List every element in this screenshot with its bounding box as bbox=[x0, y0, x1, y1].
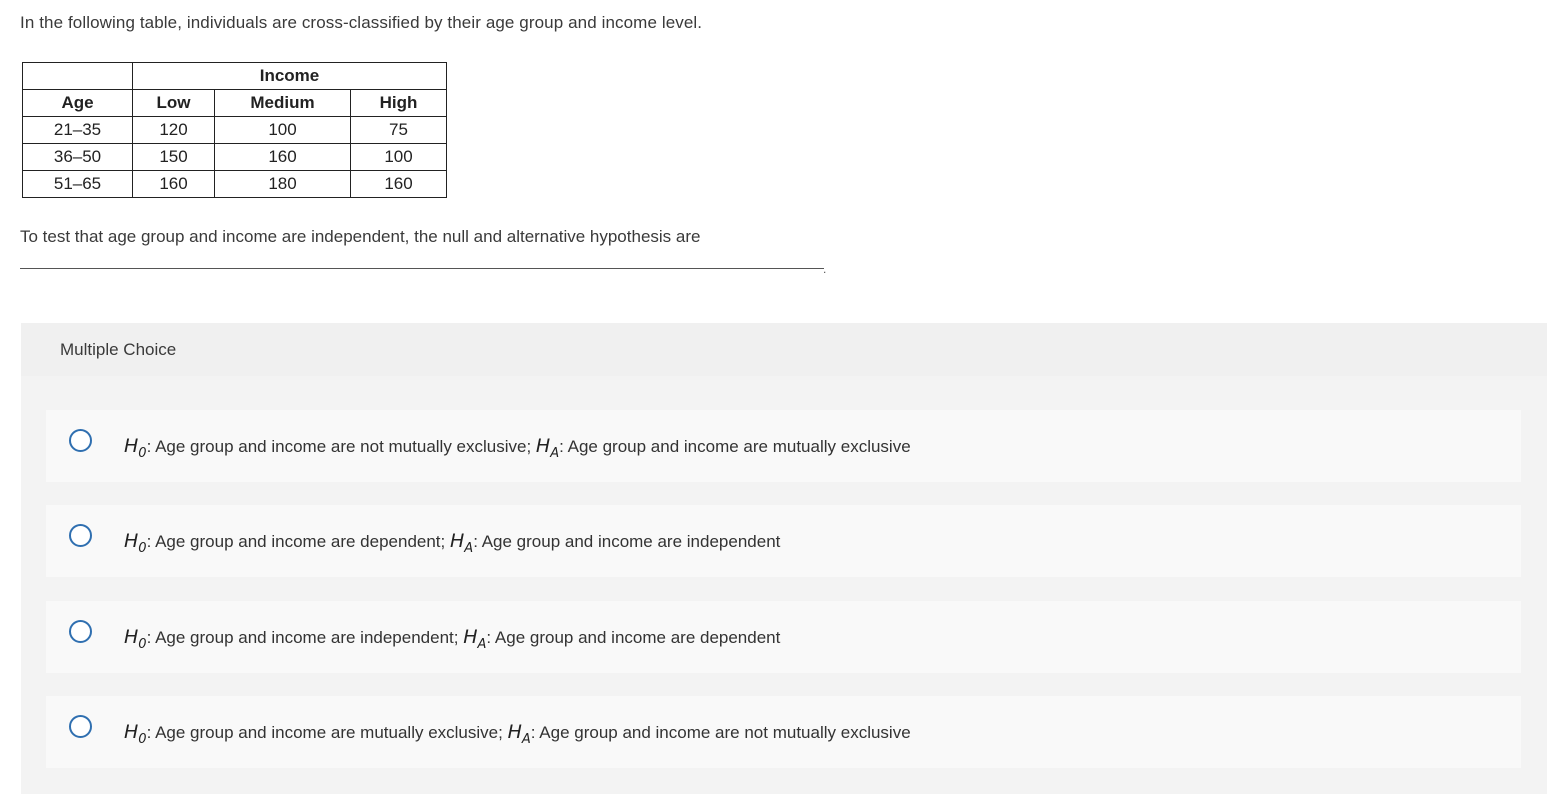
table-header-row bbox=[23, 90, 447, 117]
choice-option-text bbox=[124, 721, 911, 747]
ha-statement: : Age group and income are not mutually exclusive bbox=[530, 723, 911, 742]
ha-subscript: A bbox=[477, 637, 487, 652]
table-cell: 36–50 bbox=[23, 144, 133, 171]
choice-option-1[interactable] bbox=[46, 410, 1521, 482]
h0-subscript: 0 bbox=[138, 732, 147, 747]
multiple-choice-panel bbox=[21, 323, 1547, 794]
intro-text: In the following table, individuals are cross-classified by their age group and income level. bbox=[20, 13, 703, 32]
ha-statement: : Age group and income are dependent bbox=[486, 628, 781, 647]
h0-symbol: H bbox=[124, 435, 139, 457]
table-cell: 75 bbox=[351, 117, 447, 144]
h0-symbol: H bbox=[124, 530, 139, 552]
table-row bbox=[23, 117, 447, 144]
table-row bbox=[23, 171, 447, 198]
table-cell: 180 bbox=[215, 171, 351, 198]
choice-option-text bbox=[124, 435, 911, 461]
radio-button-icon[interactable] bbox=[69, 620, 92, 643]
ha-statement: : Age group and income are mutually exclusive bbox=[559, 437, 911, 456]
income-group-header: Income bbox=[133, 63, 447, 90]
table-corner-cell bbox=[23, 63, 133, 90]
table-cell: 51–65 bbox=[23, 171, 133, 198]
choice-option-4[interactable] bbox=[46, 696, 1521, 768]
table-cell: 120 bbox=[133, 117, 215, 144]
choice-option-3[interactable] bbox=[46, 601, 1521, 673]
multiple-choice-header bbox=[21, 323, 1547, 376]
table-cell: 160 bbox=[215, 144, 351, 171]
ha-subscript: A bbox=[464, 541, 474, 556]
radio-button-icon[interactable] bbox=[69, 524, 92, 547]
blank-period: . bbox=[823, 262, 827, 276]
table-group-header-row bbox=[23, 63, 447, 90]
column-header-medium: Medium bbox=[215, 90, 351, 117]
ha-symbol: H bbox=[507, 721, 522, 743]
table-cell: 100 bbox=[215, 117, 351, 144]
h0-statement: : Age group and income are independent; bbox=[146, 628, 464, 647]
h0-subscript: 0 bbox=[138, 541, 147, 556]
table-cell: 21–35 bbox=[23, 117, 133, 144]
h0-symbol: H bbox=[124, 626, 139, 648]
choice-option-text bbox=[124, 530, 781, 556]
radio-button-icon[interactable] bbox=[69, 715, 92, 738]
table-cell: 100 bbox=[351, 144, 447, 171]
table-cell: 160 bbox=[351, 171, 447, 198]
h0-subscript: 0 bbox=[138, 637, 147, 652]
answer-blank-line bbox=[20, 268, 824, 269]
table-cell: 160 bbox=[133, 171, 215, 198]
choice-option-2[interactable] bbox=[46, 505, 1521, 577]
ha-symbol: H bbox=[463, 626, 478, 648]
h0-subscript: 0 bbox=[138, 446, 147, 461]
ha-symbol: H bbox=[535, 435, 551, 457]
ha-subscript: A bbox=[521, 732, 531, 747]
cross-classification-table bbox=[22, 62, 447, 198]
h0-statement: : Age group and income are mutually exclusive; bbox=[146, 723, 508, 742]
h0-symbol: H bbox=[124, 721, 139, 743]
ha-statement: : Age group and income are independent bbox=[473, 532, 781, 551]
h0-statement: : Age group and income are not mutually exclusive; bbox=[146, 437, 536, 456]
table-cell: 150 bbox=[133, 144, 215, 171]
column-header-high: High bbox=[351, 90, 447, 117]
column-header-age: Age bbox=[23, 90, 133, 117]
column-header-low: Low bbox=[133, 90, 215, 117]
ha-subscript: A bbox=[550, 446, 560, 461]
ha-symbol: H bbox=[449, 530, 465, 552]
radio-button-icon[interactable] bbox=[69, 429, 92, 452]
multiple-choice-title: Multiple Choice bbox=[60, 340, 177, 359]
h0-statement: : Age group and income are dependent; bbox=[146, 532, 450, 551]
question-text: To test that age group and income are independent, the null and alternative hypothesis are bbox=[20, 227, 701, 246]
table-row bbox=[23, 144, 447, 171]
choice-option-text bbox=[124, 626, 781, 652]
